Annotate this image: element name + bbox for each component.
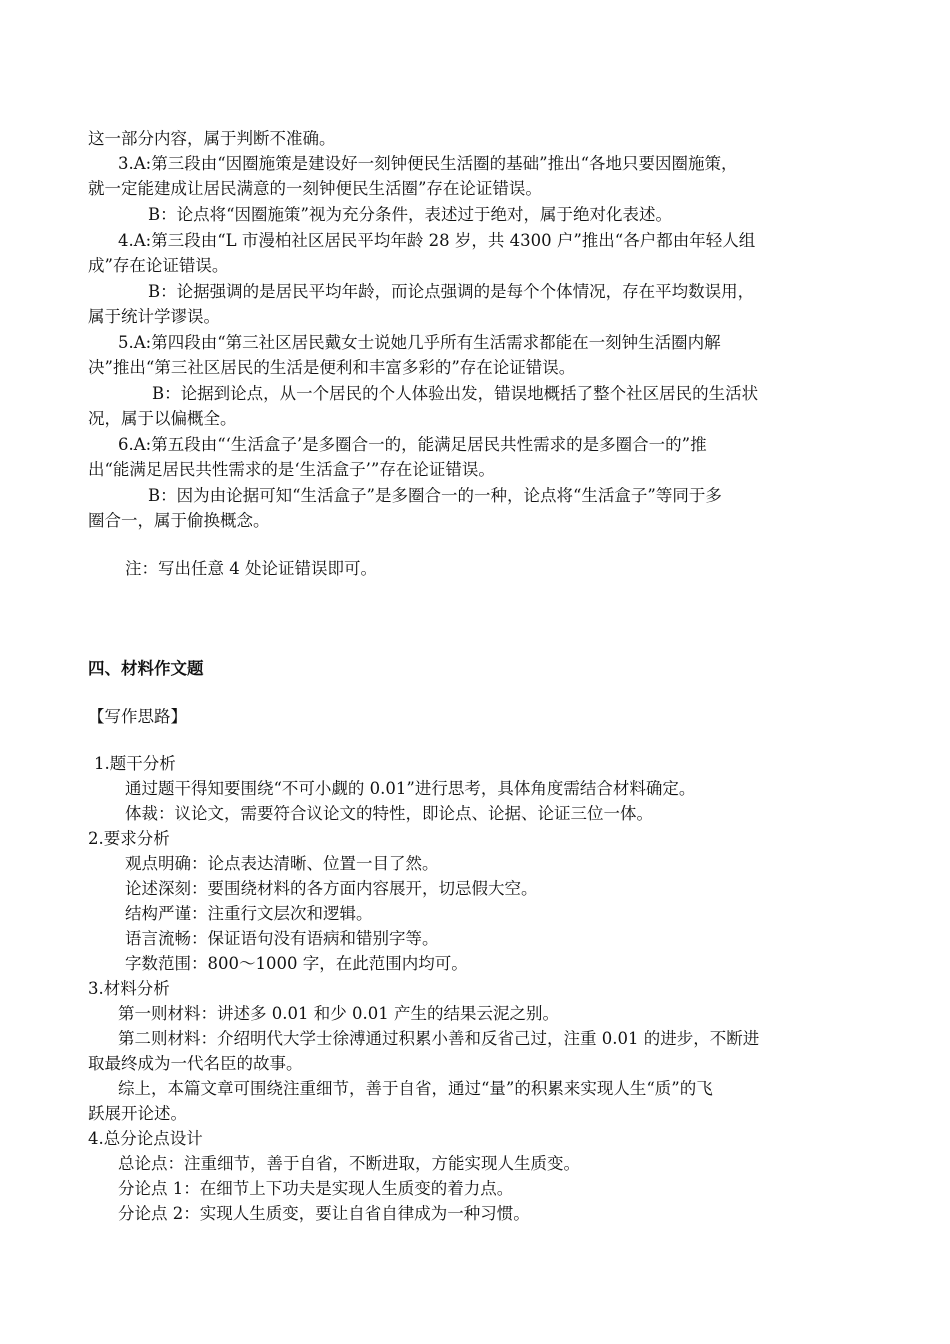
item-6-a-line-1: 6.A:第五段由“‘生活盒子’是多圈合一的，能满足居民共性需求的是多圈合一的”推 xyxy=(118,435,707,454)
item-4-b-line-1: B：论据强调的是居民平均年龄，而论点强调的是每个个体情况，存在平均数误用， xyxy=(148,282,755,301)
item-4-b-line-2: 属于统计学谬误。 xyxy=(88,307,220,326)
subheading: 【写作思路】 xyxy=(88,707,187,726)
paragraph-line: 通过题干得知要围绕“不可小觑的 0.01”进行思考，具体角度需结合材料确定。 xyxy=(125,779,696,798)
item-3-a-line-1: 3.A:第三段由“因圈施策是建设好一刻钟便民生活圈的基础”推出“各地只要因圈施策， xyxy=(118,154,738,173)
section-heading: 四、材料作文题 xyxy=(88,659,204,678)
item-4-a-line-1: 4.A:第三段由“L 市漫柏社区居民平均年龄 28 岁，共 4300 户”推出“各户都由年轻人组 xyxy=(118,231,756,250)
paragraph-line: 第二则材料：介绍明代大学士徐溥通过积累小善和反省己过，注重 0.01 的进步，不断进 xyxy=(118,1029,760,1048)
paragraph-line: 观点明确：论点表达清晰、位置一目了然。 xyxy=(125,854,439,873)
item-5-b-line-2: 况，属于以偏概全。 xyxy=(88,409,237,428)
paragraph-line: 第一则材料：讲述多 0.01 和少 0.01 产生的结果云泥之别。 xyxy=(118,1004,559,1023)
item-4-a-line-2: 成”存在论证错误。 xyxy=(88,256,229,275)
item-5-a-line-2: 决”推出“第三社区居民的生活是便利和丰富多彩的”存在论证错误。 xyxy=(88,358,576,377)
paragraph-line: 字数范围：800～1000 字，在此范围内均可。 xyxy=(125,954,468,973)
item-6-a-line-2: 出“能满足居民共性需求的是‘生活盒子’”存在论证错误。 xyxy=(88,460,495,479)
item-3-b-line-1: B：论点将“因圈施策”视为充分条件，表述过于绝对，属于绝对化表述。 xyxy=(148,205,672,224)
paragraph-line: 分论点 1：在细节上下功夫是实现人生质变的着力点。 xyxy=(118,1179,514,1198)
paragraph-line: 体裁：议论文，需要符合议论文的特性，即论点、论据、论证三位一体。 xyxy=(125,804,653,823)
paragraph-line: 这一部分内容，属于判断不准确。 xyxy=(88,129,336,148)
subsection-title-2: 2.要求分析 xyxy=(88,829,170,848)
paragraph-line: 论述深刻：要围绕材料的各方面内容展开，切忌假大空。 xyxy=(125,879,538,898)
paragraph-line: 跃展开论述。 xyxy=(88,1104,187,1123)
item-6-b-line-2: 圈合一，属于偷换概念。 xyxy=(88,511,270,530)
paragraph-line: 语言流畅：保证语句没有语病和错别字等。 xyxy=(125,929,439,948)
subsection-title-4: 4.总分论点设计 xyxy=(88,1129,203,1148)
paragraph-line: 总论点：注重细节，善于自省，不断进取，方能实现人生质变。 xyxy=(118,1154,580,1173)
paragraph-line: 分论点 2：实现人生质变，要让自省自律成为一种习惯。 xyxy=(118,1204,530,1223)
paragraph-line: 取最终成为一代名臣的故事。 xyxy=(88,1054,303,1073)
item-5-a-line-1: 5.A:第四段由“第三社区居民戴女士说她几乎所有生活需求都能在一刻钟生活圈内解 xyxy=(118,333,721,352)
note-text: 注：写出任意 4 处论证错误即可。 xyxy=(125,559,377,578)
paragraph-line: 综上，本篇文章可围绕注重细节，善于自省，通过“量”的积累来实现人生“质”的飞 xyxy=(118,1079,713,1098)
paragraph-line: 结构严谨：注重行文层次和逻辑。 xyxy=(125,904,373,923)
subsection-title-1: 1.题干分析 xyxy=(94,754,176,773)
item-3-a-line-2: 就一定能建成让居民满意的一刻钟便民生活圈”存在论证错误。 xyxy=(88,179,542,198)
item-6-b-line-1: B：因为由论据可知“生活盒子”是多圈合一的一种，论点将“生活盒子”等同于多 xyxy=(148,486,722,505)
subsection-title-3: 3.材料分析 xyxy=(88,979,170,998)
item-5-b-line-1: B：论据到论点，从一个居民的个人体验出发，错误地概括了整个社区居民的生活状 xyxy=(152,384,759,403)
